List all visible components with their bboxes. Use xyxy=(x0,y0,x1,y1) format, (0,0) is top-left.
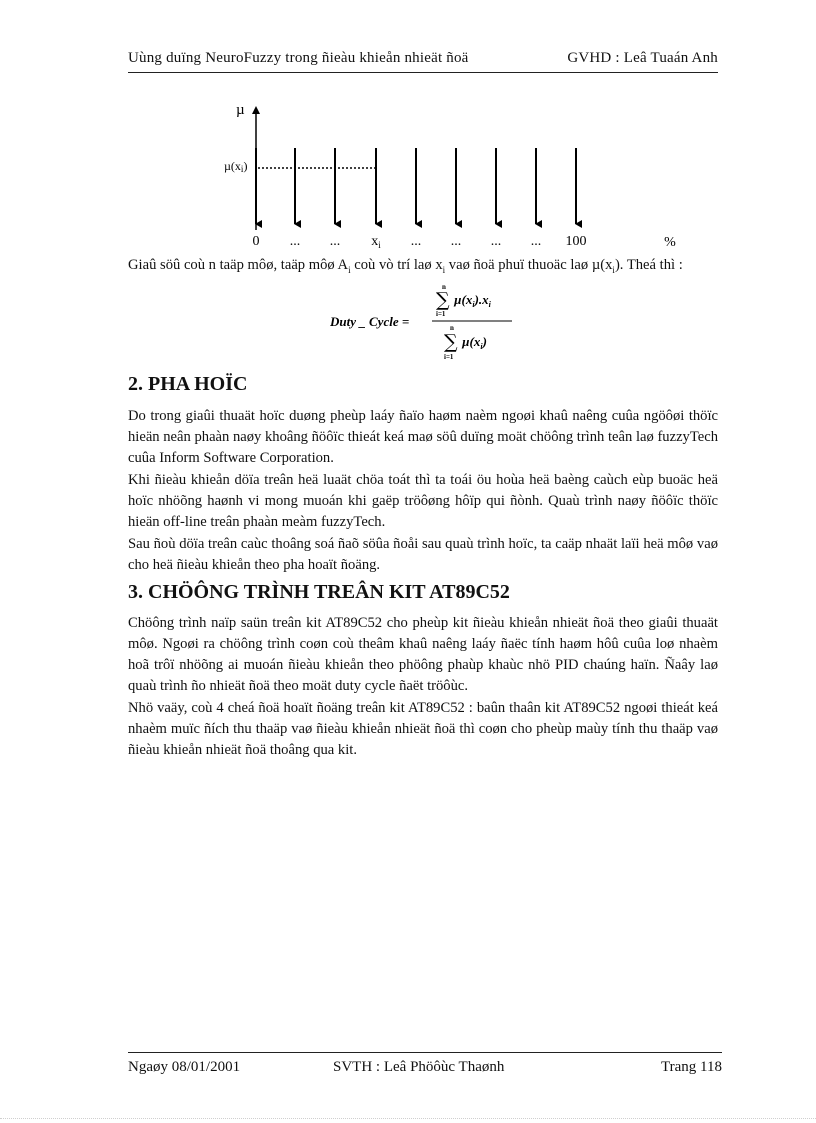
x-label-6: ... xyxy=(490,234,502,249)
x-label-7: ... xyxy=(530,234,542,249)
den-sum-bottom: i=1 xyxy=(444,353,454,361)
formula-lhs: Duty _ Cycle = xyxy=(330,314,410,329)
section-2-heading: 2. PHA HOÏC xyxy=(128,373,248,395)
footer-date: Ngaøy 08/01/2001 xyxy=(128,1059,241,1075)
section-2-paragraph-3: Sau ñoù döïa treân caùc thoâng soá ñaõ söûa ñoåi sau quaù trình hoïc, ta caäp nhaät laïi heä môø vaø cho heä ñieàu khieån theo pha hoaït ñoäng. xyxy=(128,536,718,573)
page-footer xyxy=(128,1052,722,1077)
intro-sentence: Giaû söû coù n taäp môø, taäp môø $A_i$ coù vò trí laø $x_i$ vaø ñoä phuï thuoäc laø $\mu(x_i)$. Theá thì : xyxy=(128,257,683,275)
numerator-expr: $\mu(x_i).x_i$ xyxy=(454,292,491,309)
membership-figure xyxy=(200,96,700,256)
x-label-100: 100 xyxy=(565,234,587,249)
x-label-4: ... xyxy=(410,234,422,249)
footer-student: SVTH : Leâ Phöôùc Thaønh xyxy=(333,1059,505,1075)
header-supervisor: GVHD : Leâ Tuaán Anh xyxy=(567,50,718,66)
section-3-paragraph-1: Chöông trình naïp saün treân kit AT89C52 cho pheùp kit ñieàu khieån nhieät ñoä theo giaûi thuaät môø. Ngoøi ra chöông trình coøn coù theâm khaû naêng laáy ñaëc tính haøm hôû cuûa loø nhaèm hoã trôï nhöõng ai muoán ñieàu khieån theo phöông phaùp khaùc nhö PID chaúng haïn. Ñaây laø quaù trình ño nhieät ñoä theo moät duty cycle ñaët tröôùc. xyxy=(128,615,718,694)
num-sum-bottom: i=1 xyxy=(436,310,446,318)
singleton-lines xyxy=(256,148,576,224)
header-title: Uùng duïng NeuroFuzzy trong ñieàu khieån nhieät ñoä xyxy=(128,50,469,66)
section-2-paragraph-1: Do trong giaûi thuaät hoïc duøng pheùp laáy ñaïo haøm naèm ngoøi khaû naêng cuûa ngöôøi thöïc hieän neân phaàn naøy khoâng ñöôïc thieát keá maø söû duïng moät chöông trình teân laø fuzzyTech cuûa Inform Software Corporation. xyxy=(128,408,718,466)
section-3-paragraph-2: Nhö vaäy, coù 4 cheá ñoä hoaït ñoäng treân kit AT89C52 : baûn thaân kit AT89C52 ngoøi thieát keá nhaèm muïc ñích thu thaäp vaø ñieàu khieån nhieät ñoä thì coøn cho pheùp maùy tính thu thaäp vaø ñieàu khieån nhieät ñoä thoâng qua kit. xyxy=(128,700,718,758)
page-header xyxy=(128,46,718,73)
x-label-5: ... xyxy=(450,234,462,249)
num-sum-top: n xyxy=(442,283,446,291)
den-sigma: ∑ xyxy=(444,331,458,353)
num-sigma: ∑ xyxy=(436,289,450,311)
page-bottom-edge xyxy=(0,1118,816,1119)
section-2-paragraph-2: Khi ñieàu khieån döïa treân heä luaät chöa toát thì ta toái öu hoùa heä baèng caùch eùp buoäc heä hoïc nhöõng haønh vi mong muoán khi gaëp tröôøng hôïp qui ñònh. Quaù trình naøy ñöôïc thöïc hieän off-line treân phaàn meàm fuzzyTech. xyxy=(128,472,718,530)
x-label-1: ... xyxy=(289,234,301,249)
footer-page-number: Trang 118 xyxy=(661,1059,722,1075)
x-label-2: ... xyxy=(329,234,341,249)
den-sum-top: n xyxy=(450,324,454,332)
duty-cycle-formula xyxy=(330,282,530,364)
mu-level-label: µ(xi) xyxy=(224,159,248,174)
x-unit-label: % xyxy=(664,235,676,250)
denominator-expr: $\mu(x_i)$ xyxy=(462,334,487,351)
x-label-xi: $x_i$ xyxy=(371,234,381,250)
x-label-0: 0 xyxy=(252,234,260,249)
y-axis-label: µ xyxy=(236,102,245,118)
section-3-heading: 3. CHÖÔNG TRÌNH TREÂN KIT AT89C52 xyxy=(128,581,510,603)
